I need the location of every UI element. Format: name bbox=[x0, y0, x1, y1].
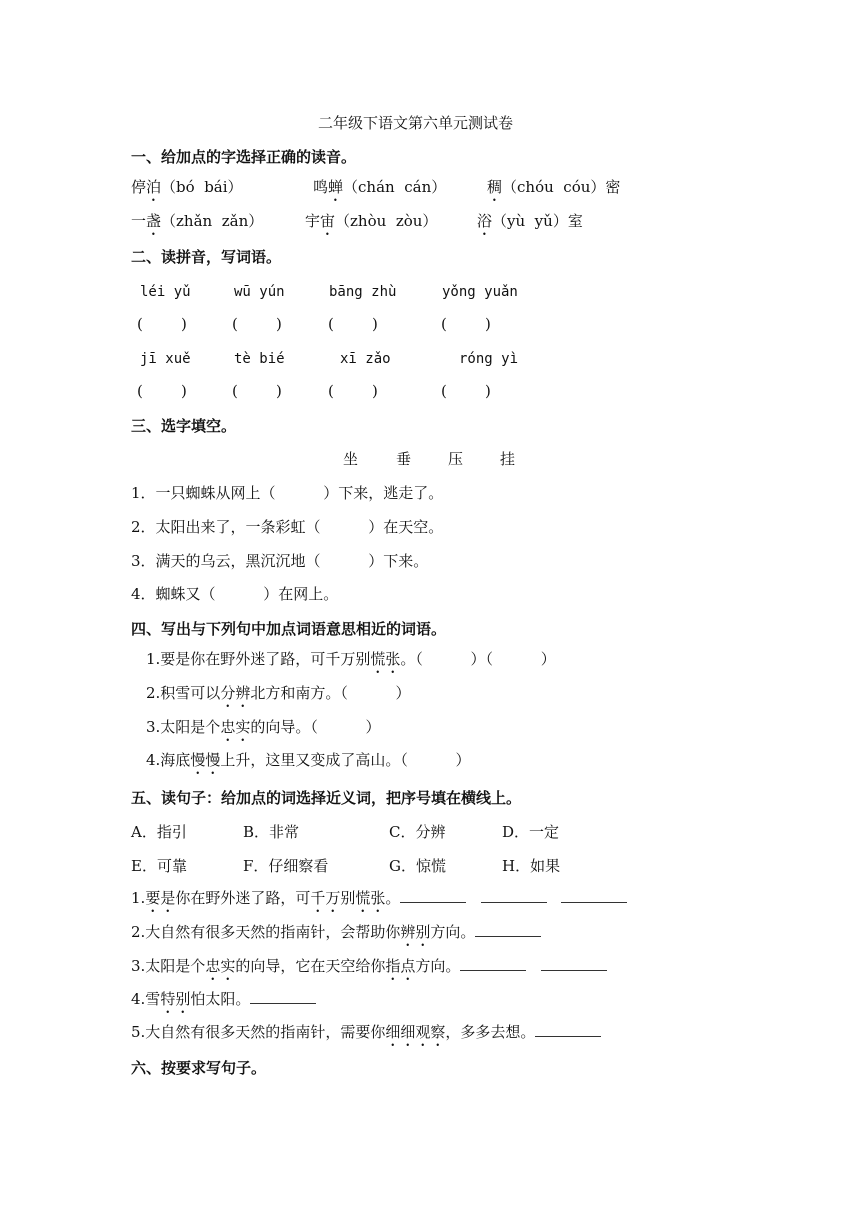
section-1-heading: 一、给加点的字选择正确的读音。 bbox=[131, 148, 357, 166]
s5-question-1: 1.要是你在野外迷了路，可千万别慌张。 bbox=[131, 888, 627, 916]
s5-question-4: 4.雪特别怕太阳。 bbox=[131, 989, 316, 1017]
s5-question-5: 5.大自然有很多天然的指南针，需要你细细观察，多多去想。 bbox=[131, 1022, 601, 1050]
pinyin-6: tè bié bbox=[234, 351, 285, 367]
s1-item-6: 浴（yù yǔ）室 bbox=[477, 212, 583, 230]
page-title: 二年级下语文第六单元测试卷 bbox=[318, 114, 514, 132]
s4-question-4: 4.海底慢慢上升，这里又变成了高山。（ ） bbox=[146, 751, 471, 769]
choice-char: 挂 bbox=[500, 450, 516, 468]
section-5-heading: 五、读句子：给加点的词选择近义词，把序号填在横线上。 bbox=[131, 789, 522, 807]
s5-question-3: 3.太阳是个忠实的向导，它在天空给你指点方向。 bbox=[131, 956, 607, 984]
s1-item-1: 停泊（bó bái） bbox=[131, 178, 243, 196]
s3-question-2: 2．太阳出来了，一条彩虹（ ）在天空。 bbox=[131, 518, 444, 536]
option-item: B．非常 bbox=[243, 823, 300, 841]
answer-paren[interactable]: ( ) bbox=[441, 315, 491, 333]
s1-item-2: 鸣蝉（chán cán） bbox=[313, 178, 447, 196]
s3-question-4: 4．蜘蛛又（ ）在网上。 bbox=[131, 585, 339, 603]
s1-item-5: 宇宙（zhòu zòu） bbox=[305, 212, 438, 230]
s1-item-3: 稠（chóu cóu）密 bbox=[487, 178, 621, 196]
choice-char: 压 bbox=[448, 450, 464, 468]
pinyin-3: bāng zhù bbox=[329, 284, 397, 300]
answer-blank[interactable] bbox=[475, 922, 541, 937]
answer-paren[interactable]: ( ) bbox=[232, 382, 282, 400]
answer-blank[interactable] bbox=[460, 956, 526, 971]
choice-char: 坐 bbox=[343, 450, 359, 468]
option-item: D．一定 bbox=[502, 823, 560, 841]
option-item: F．仔细察看 bbox=[243, 857, 329, 875]
option-item: E．可靠 bbox=[131, 857, 187, 875]
pinyin-7: xī zǎo bbox=[340, 351, 391, 367]
pinyin-1: léi yǔ bbox=[140, 284, 191, 300]
s1-item-4: 一盏（zhǎn zǎn） bbox=[131, 212, 264, 230]
option-item: G．惊慌 bbox=[389, 857, 446, 875]
answer-paren[interactable]: ( ) bbox=[232, 315, 282, 333]
option-item: H．如果 bbox=[502, 857, 561, 875]
pinyin-4: yǒng yuǎn bbox=[442, 284, 518, 300]
choice-char: 垂 bbox=[396, 450, 412, 468]
pinyin-2: wū yún bbox=[234, 284, 285, 300]
answer-blank[interactable] bbox=[250, 989, 316, 1004]
s3-question-3: 3．满天的乌云，黑沉沉地（ ）下来。 bbox=[131, 552, 429, 570]
answer-paren[interactable]: ( ) bbox=[328, 315, 378, 333]
answer-blank[interactable] bbox=[541, 956, 607, 971]
section-6-heading: 六、按要求写句子。 bbox=[131, 1059, 267, 1077]
option-item: C．分辨 bbox=[389, 823, 446, 841]
answer-paren[interactable]: ( ) bbox=[441, 382, 491, 400]
section-3-heading: 三、选字填空。 bbox=[131, 417, 237, 435]
s3-question-1: 1．一只蜘蛛从网上（ ）下来，逃走了。 bbox=[131, 484, 444, 502]
answer-blank[interactable] bbox=[561, 888, 627, 903]
s4-question-2: 2.积雪可以分辨北方和南方。（ ） bbox=[146, 684, 411, 702]
s5-question-2: 2.大自然有很多天然的指南针，会帮助你辨别方向。 bbox=[131, 922, 541, 950]
option-item: A．指引 bbox=[131, 823, 187, 841]
section-4-heading: 四、写出与下列句中加点词语意思相近的词语。 bbox=[131, 620, 447, 638]
s4-question-3: 3.太阳是个忠实的向导。（ ） bbox=[146, 718, 381, 736]
answer-paren[interactable]: ( ) bbox=[137, 382, 187, 400]
answer-blank[interactable] bbox=[481, 888, 547, 903]
s4-question-1: 1.要是你在野外迷了路，可千万别慌张。（ ）（ ） bbox=[146, 650, 556, 668]
pinyin-5: jī xuě bbox=[140, 351, 191, 367]
answer-blank[interactable] bbox=[400, 888, 466, 903]
section-2-heading: 二、读拼音，写词语。 bbox=[131, 248, 282, 266]
pinyin-8: róng yì bbox=[459, 351, 519, 367]
answer-paren[interactable]: ( ) bbox=[328, 382, 378, 400]
answer-blank[interactable] bbox=[535, 1022, 601, 1037]
answer-paren[interactable]: ( ) bbox=[137, 315, 187, 333]
